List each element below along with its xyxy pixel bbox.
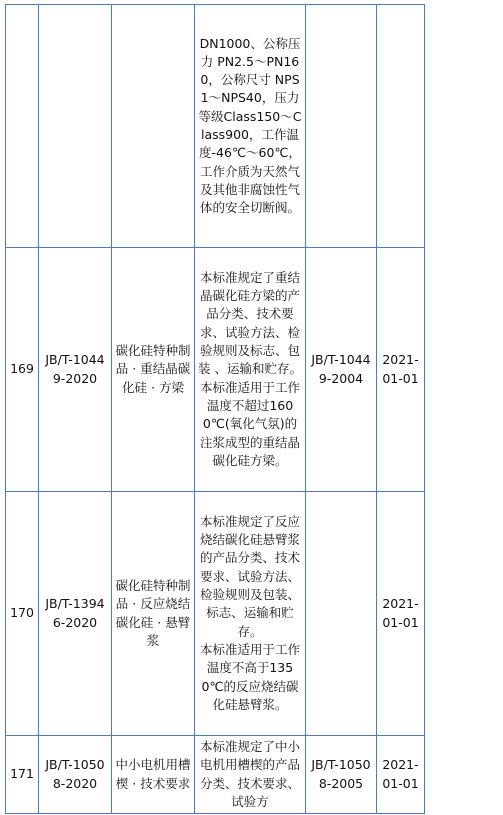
- standard-content: [195, 736, 306, 814]
- replaced-standard: [306, 492, 377, 736]
- row-number: 170: [6, 492, 39, 736]
- standard-code: JB/T-10449-2020: [39, 248, 112, 492]
- standards-table: [5, 4, 425, 814]
- content-paragraph: 本标准规定了中小电机用槽楔的产品分类、技术要求、试验方: [199, 738, 300, 809]
- standard-name: 中小电机用槽楔 · 技术要求: [112, 736, 195, 814]
- standard-content: [195, 492, 306, 736]
- row-number: [6, 5, 39, 248]
- effective-date: 2021-01-01: [377, 248, 425, 492]
- replaced-standard: JB/T-10449-2004: [306, 248, 377, 492]
- content-paragraph: DN1000、公称压力 PN2.5～PN160，公称尺寸 NPS1～NPS40，压力等级Class150～Class900，工作温度-46℃～60℃，工作介质为天然气及其他非腐蚀性气体的安全切断阀。: [198, 35, 302, 216]
- table-row: [6, 492, 425, 736]
- effective-date: 2021-01-01: [377, 492, 425, 736]
- content-paragraph: 本标准适用于工作温度不高于1350℃的反应烧结碳化硅悬臂浆。: [199, 641, 300, 712]
- standard-name: 碳化硅特种制品 · 重结晶碳化硅 · 方梁: [112, 248, 195, 492]
- row-number: 171: [6, 736, 39, 814]
- table-row: [6, 736, 425, 814]
- effective-date: 2021-01-01: [377, 736, 425, 814]
- row-number: 169: [6, 248, 39, 492]
- replaced-standard: [306, 5, 377, 248]
- replaced-standard: JB/T-10508-2005: [306, 736, 377, 814]
- standard-content: [195, 248, 306, 492]
- standard-content: [195, 5, 306, 248]
- standard-name: [112, 5, 195, 248]
- content-paragraph: 本标准适用于工作温度不超过1600℃(氧化气氛)的注浆成型的重结晶碳化硅方梁。: [199, 379, 300, 468]
- content-paragraph: 本标准规定了反应烧结碳化硅悬臂浆的产品分类、技术要求、试验方法、检验规则及包装、标志、运输和贮存。: [199, 513, 300, 639]
- content-paragraph: 本标准规定了重结晶碳化硅方梁的产品分类、技术要求、试验方法、检验规则及标志、包装 、运输和贮存。: [198, 269, 302, 377]
- table-row: [6, 248, 425, 492]
- standard-name: 碳化硅特种制品 · 反应烧结碳化硅 · 悬臂浆: [112, 492, 195, 736]
- standard-code: JB/T-13946-2020: [39, 492, 112, 736]
- effective-date: [377, 5, 425, 248]
- standard-code: JB/T-10508-2020: [39, 736, 112, 814]
- table-row: [6, 5, 425, 248]
- standard-code: [39, 5, 112, 248]
